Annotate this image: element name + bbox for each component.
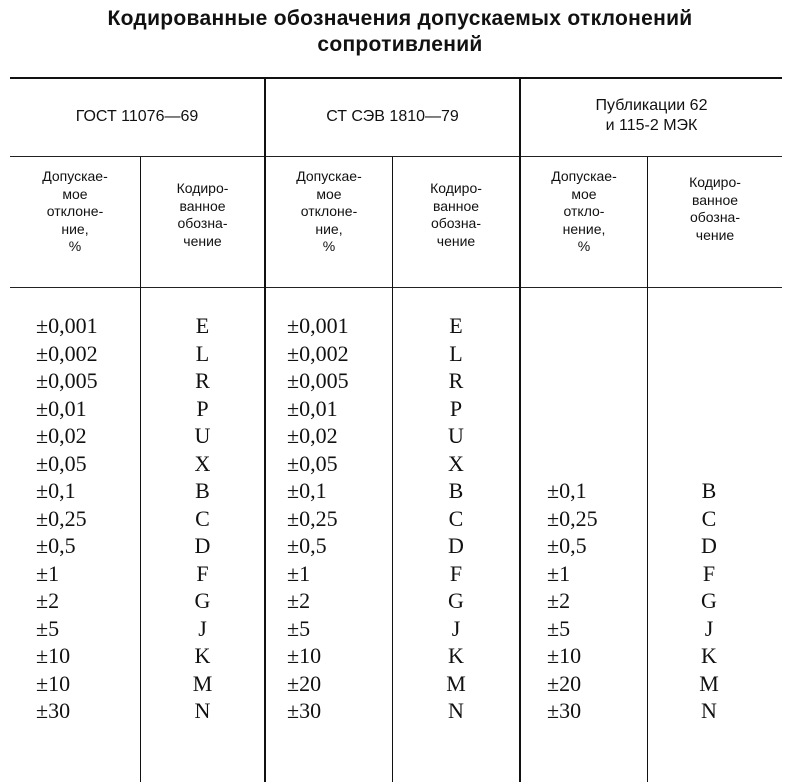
table-cell: U bbox=[448, 423, 464, 448]
table-cell: M bbox=[699, 670, 719, 696]
table-cell: P bbox=[449, 395, 463, 421]
table-cell: ±0,1 bbox=[287, 478, 327, 503]
table-cell: C bbox=[701, 505, 717, 531]
table-cell: ±5 bbox=[287, 615, 311, 641]
table-cell: K bbox=[448, 643, 464, 668]
table-cell: B bbox=[448, 478, 464, 503]
page-title bbox=[0, 6, 800, 58]
table-cell: D bbox=[194, 533, 211, 558]
table-cell: ±10 bbox=[36, 643, 71, 668]
table-cell: ±0,25 bbox=[36, 505, 87, 531]
table-cell: X bbox=[194, 450, 211, 476]
table-cell: F bbox=[702, 560, 716, 586]
table-cell: ±0,05 bbox=[36, 450, 87, 476]
table-cell: R bbox=[448, 368, 464, 393]
subheader-code-iec: Кодиро- ванное обозна- чение bbox=[689, 174, 741, 243]
subheader-rule bbox=[10, 287, 782, 288]
table-cell: J bbox=[451, 615, 461, 641]
gost-values-column bbox=[36, 312, 98, 725]
table-cell: ±2 bbox=[547, 588, 571, 613]
table-cell: ±20 bbox=[287, 670, 322, 696]
table-cell: ±0,05 bbox=[287, 450, 338, 476]
title-line-1: Кодированные обозначения допускаемых отклонений bbox=[107, 7, 693, 30]
table-cell: B bbox=[701, 478, 717, 503]
table-cell: ±0,25 bbox=[547, 505, 598, 531]
table-cell: ±0,02 bbox=[36, 423, 87, 448]
table-cell: ±0,5 bbox=[36, 533, 76, 558]
table-cell: R bbox=[195, 368, 210, 393]
table-cell: D bbox=[701, 533, 717, 558]
table-cell: J bbox=[704, 615, 714, 641]
table-cell: P bbox=[196, 395, 209, 421]
group-header-rule bbox=[10, 156, 782, 157]
table-cell: N bbox=[701, 698, 717, 723]
table-cell: ±0,1 bbox=[547, 478, 587, 503]
table-cell: ±20 bbox=[547, 670, 582, 696]
group-header-stsev: СТ СЭВ 1810—79 bbox=[326, 108, 459, 125]
table-cell: J bbox=[198, 615, 207, 641]
table-cell: C bbox=[448, 505, 464, 531]
table-cell: ±0,1 bbox=[36, 478, 76, 503]
table-cell: F bbox=[196, 560, 209, 586]
table-cell: C bbox=[195, 505, 210, 531]
table-cell: ±0,5 bbox=[287, 533, 327, 558]
table-cell: ±0,01 bbox=[36, 395, 87, 421]
table-cell: ±0,02 bbox=[287, 423, 338, 448]
table-cell: G bbox=[701, 588, 717, 613]
table-cell: ±0,005 bbox=[287, 368, 349, 393]
table-cell: U bbox=[194, 423, 211, 448]
subheader-deviation-iec: Допускае- мое откло- нение, % bbox=[551, 168, 617, 254]
table-cell: ±10 bbox=[36, 670, 71, 696]
table-cell: K bbox=[194, 643, 211, 668]
stsev-values-column bbox=[287, 312, 349, 725]
table-cell: ±2 bbox=[287, 588, 311, 613]
table-top-rule bbox=[10, 77, 782, 79]
table-cell: E bbox=[195, 313, 210, 338]
table-cell: X bbox=[448, 450, 464, 476]
table-cell: ±30 bbox=[547, 698, 582, 723]
table-cell: F bbox=[449, 560, 463, 586]
table-cell: ±0,001 bbox=[287, 313, 349, 338]
table-cell: M bbox=[192, 670, 213, 696]
subheader-deviation-stsev: Допускае- мое отклоне- ние, % bbox=[296, 168, 362, 254]
table-cell: E bbox=[449, 313, 463, 338]
table-cell: ±0,001 bbox=[36, 313, 98, 338]
table-cell: B bbox=[195, 478, 210, 503]
gost-codes-column bbox=[141, 312, 264, 725]
table-cell: ±0,005 bbox=[36, 368, 98, 393]
table-cell: N bbox=[194, 698, 211, 723]
table-cell: G bbox=[448, 588, 464, 613]
subheader-code-stsev: Кодиро- ванное обозна- чение bbox=[430, 180, 482, 249]
iec-values-column bbox=[547, 477, 598, 725]
table-cell: ±2 bbox=[36, 588, 60, 613]
table-cell: ±1 bbox=[547, 560, 571, 586]
iec-codes-column bbox=[648, 477, 770, 725]
title-line-2: сопротивлений bbox=[317, 33, 483, 56]
table-cell: ±5 bbox=[547, 615, 571, 641]
table-cell: M bbox=[446, 670, 466, 696]
table-cell: ±10 bbox=[547, 643, 582, 668]
table-cell: ±0,01 bbox=[287, 395, 338, 421]
subheader-deviation-gost: Допускае- мое отклоне- ние, % bbox=[42, 168, 108, 254]
stsev-codes-column bbox=[393, 312, 519, 725]
table-cell: N bbox=[448, 698, 464, 723]
group-header-iec: Публикации 62 и 115-2 МЭК bbox=[595, 97, 708, 134]
group-header-gost: ГОСТ 11076—69 bbox=[75, 108, 199, 125]
table-cell: D bbox=[448, 533, 464, 558]
table-cell: ±10 bbox=[287, 643, 322, 668]
table-cell: L bbox=[449, 340, 463, 366]
table-cell: G bbox=[194, 588, 211, 613]
table-cell: ±1 bbox=[287, 560, 311, 586]
subheader-code-gost: Кодиро- ванное обозна- чение bbox=[176, 180, 229, 249]
table-cell: ±0,002 bbox=[36, 340, 98, 366]
table-cell: L bbox=[195, 340, 210, 366]
table-cell: ±30 bbox=[36, 698, 71, 723]
table-cell: ±0,002 bbox=[287, 340, 349, 366]
table-cell: K bbox=[701, 643, 717, 668]
table-cell: ±0,5 bbox=[547, 533, 587, 558]
table-cell: ±0,25 bbox=[287, 505, 338, 531]
table-cell: ±30 bbox=[287, 698, 322, 723]
table-cell: ±1 bbox=[36, 560, 60, 586]
table-cell: ±5 bbox=[36, 615, 60, 641]
